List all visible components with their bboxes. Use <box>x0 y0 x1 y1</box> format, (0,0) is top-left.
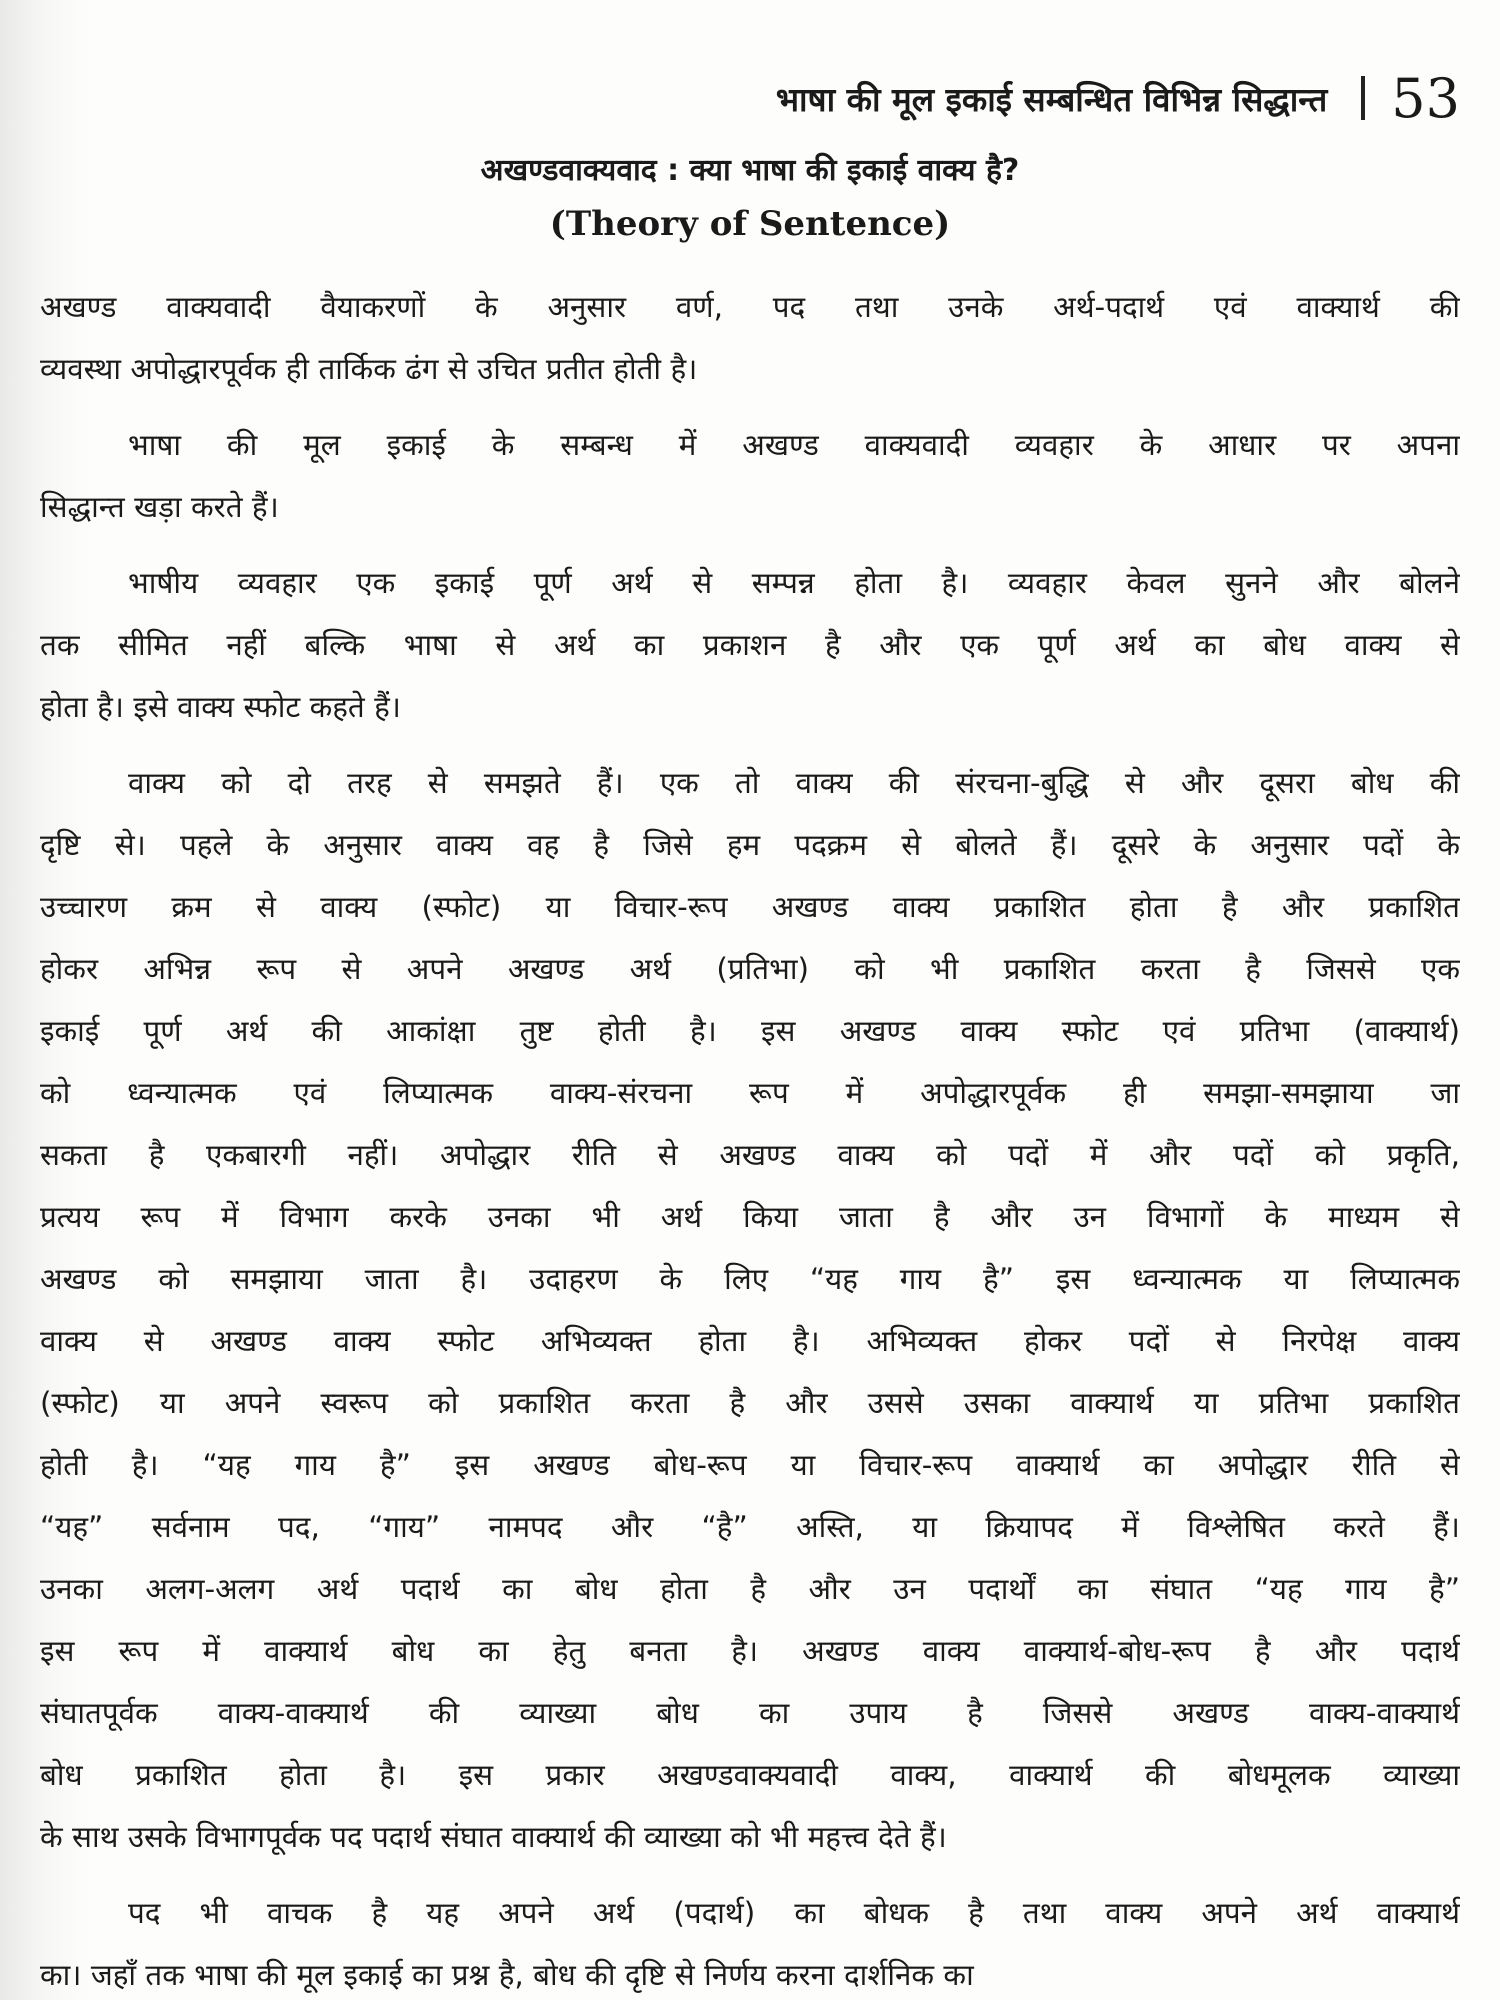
section-subheading: (Theory of Sentence) <box>549 204 951 244</box>
text-line: होती है। “यह गाय है” इस अखण्ड बोध-रूप या विचार-रूप वाक्यार्थ का अपोद्धार रीति से <box>40 1448 1460 1482</box>
text-line: को ध्वन्यात्मक एवं लिप्यात्मक वाक्य-संरचना रूप में अपोद्धारपूर्वक ही समझा-समझाया जा <box>40 1076 1460 1110</box>
running-title: भाषा की मूल इकाई सम्बन्धित विभिन्न सिद्धान्त <box>775 79 1328 119</box>
text-line: भाषीय व्यवहार एक इकाई पूर्ण अर्थ से सम्पन्न होता है। व्यवहार केवल सुनने और बोलने <box>128 566 1460 600</box>
text-line: अखण्ड को समझाया जाता है। उदाहरण के लिए “यह गाय है” इस ध्वन्यात्मक या लिप्यात्मक <box>40 1262 1460 1296</box>
text-line: भाषा की मूल इकाई के सम्बन्ध में अखण्ड वाक्यवादी व्यवहार के आधार पर अपना <box>128 428 1460 462</box>
text-line: (स्फोट) या अपने स्वरूप को प्रकाशित करता है और उससे उसका वाक्यार्थ या प्रतिभा प्रकाशित <box>40 1386 1460 1420</box>
text-line: तक सीमित नहीं बल्कि भाषा से अर्थ का प्रकाशन है और एक पूर्ण अर्थ का बोध वाक्य से <box>40 628 1460 662</box>
paragraph <box>40 752 1460 1868</box>
paragraph <box>40 276 1460 400</box>
text-line: इकाई पूर्ण अर्थ की आकांक्षा तुष्ट होती है। इस अखण्ड वाक्य स्फोट एवं प्रतिभा (वाक्यार्थ) <box>40 1014 1460 1048</box>
text-line: वाक्य को दो तरह से समझते हैं। एक तो वाक्य की संरचना-बुद्धि से और दूसरा बोध की <box>128 766 1460 800</box>
body-text <box>40 276 1460 2000</box>
text-line: पद भी वाचक है यह अपने अर्थ (पदार्थ) का बोधक है तथा वाक्य अपने अर्थ वाक्यार्थ <box>128 1896 1460 1930</box>
running-header <box>440 58 1460 138</box>
paragraph <box>40 552 1460 738</box>
text-line: “यह” सर्वनाम पद, “गाय” नामपद और “है” अस्ति, या क्रियापद में विश्लेषित करते हैं। <box>40 1510 1460 1544</box>
text-line: प्रत्यय रूप में विभाग करके उनका भी अर्थ किया जाता है और उन विभागों के माध्यम से <box>40 1200 1460 1234</box>
text-line: वाक्य से अखण्ड वाक्य स्फोट अभिव्यक्त होता है। अभिव्यक्त होकर पदों से निरपेक्ष वाक्य <box>40 1324 1460 1358</box>
text-line: होता है। इसे वाक्य स्फोट कहते हैं। <box>40 690 401 724</box>
paragraph <box>40 1882 1460 2000</box>
section-heading: अखण्डवाक्यवाद : क्या भाषा की इकाई वाक्य है? <box>480 153 1020 188</box>
header-divider <box>1361 76 1365 120</box>
text-line: का। जहाँ तक भाषा की मूल इकाई का प्रश्न है, बोध की दृष्टि से निर्णय करना दार्शनिक का <box>40 1958 974 1992</box>
text-line: उनका अलग-अलग अर्थ पदार्थ का बोध होता है और उन पदार्थों का संघात “यह गाय है” <box>40 1572 1460 1606</box>
text-line: इस रूप में वाक्यार्थ बोध का हेतु बनता है। अखण्ड वाक्य वाक्यार्थ-बोध-रूप है और पदार्थ <box>40 1634 1460 1668</box>
text-line: सिद्धान्त खड़ा करते हैं। <box>40 490 279 524</box>
page-number: 53 <box>1391 66 1460 130</box>
text-line: के साथ उसके विभागपूर्वक पद पदार्थ संघात वाक्यार्थ की व्याख्या को भी महत्त्व देते हैं। <box>40 1820 947 1854</box>
text-line: व्यवस्था अपोद्धारपूर्वक ही तार्किक ढंग से उचित प्रतीत होती है। <box>40 352 698 386</box>
text-line: संघातपूर्वक वाक्य-वाक्यार्थ की व्याख्या बोध का उपाय है जिससे अखण्ड वाक्य-वाक्यार्थ <box>40 1696 1460 1730</box>
text-line: उच्चारण क्रम से वाक्य (स्फोट) या विचार-रूप अखण्ड वाक्य प्रकाशित होता है और प्रकाशित <box>40 890 1460 924</box>
text-line: सकता है एकबारगी नहीं। अपोद्धार रीति से अखण्ड वाक्य को पदों में और पदों को प्रकृति, <box>40 1138 1460 1172</box>
text-line: होकर अभिन्न रूप से अपने अखण्ड अर्थ (प्रतिभा) को भी प्रकाशित करता है जिससे एक <box>40 952 1460 986</box>
text-line: बोध प्रकाशित होता है। इस प्रकार अखण्डवाक्यवादी वाक्य, वाक्यार्थ की बोधमूलक व्याख्या <box>40 1758 1460 1792</box>
text-line: दृष्टि से। पहले के अनुसार वाक्य वह है जिसे हम पदक्रम से बोलते हैं। दूसरे के अनुसार पदों के <box>40 828 1460 862</box>
text-line: अखण्ड वाक्यवादी वैयाकरणों के अनुसार वर्ण, पद तथा उनके अर्थ-पदार्थ एवं वाक्यार्थ की <box>40 290 1460 324</box>
paragraph <box>40 414 1460 538</box>
